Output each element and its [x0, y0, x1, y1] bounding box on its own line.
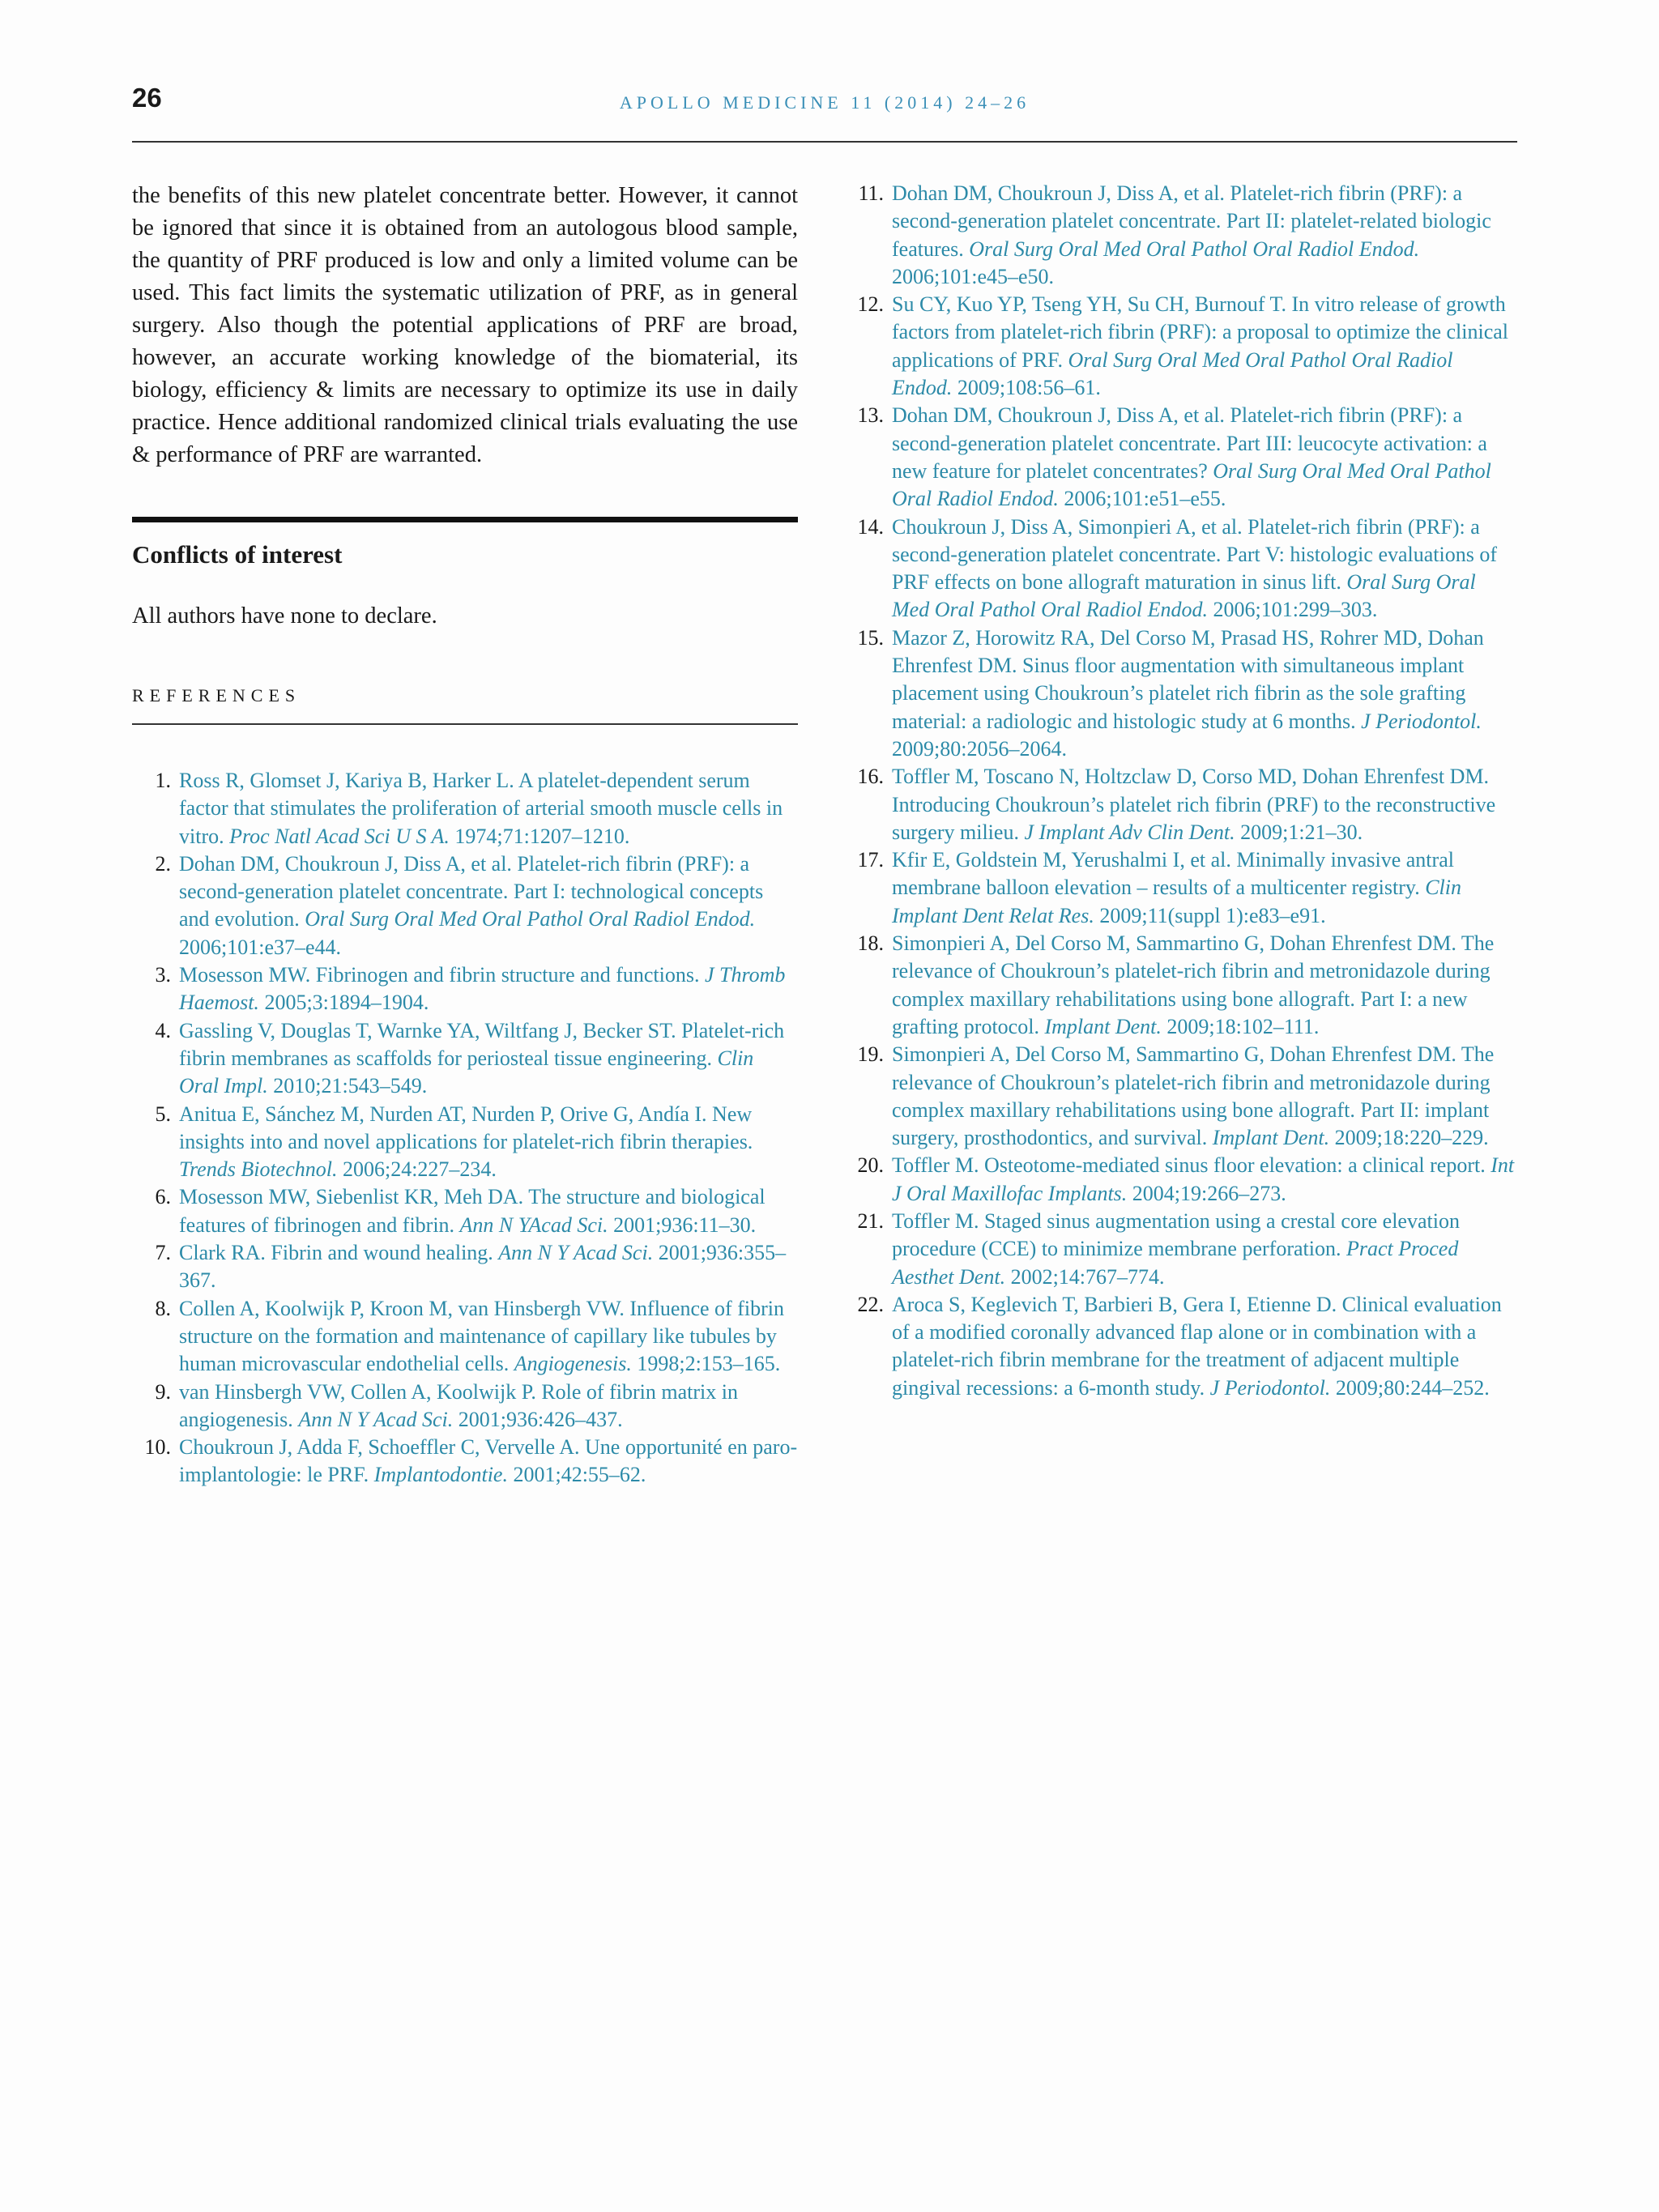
reference-list-left: [132, 767, 798, 1490]
reference-journal: J Thromb Haemost.: [179, 963, 786, 1015]
reference-journal: Clin Implant Dent Relat Res.: [892, 876, 1462, 927]
reference-item: [132, 1239, 798, 1295]
reference-item: [132, 1379, 798, 1434]
reference-link[interactable]: [892, 763, 1517, 846]
reference-journal: Angiogenesis.: [514, 1352, 632, 1376]
reference-link[interactable]: [179, 1183, 798, 1239]
reference-item: [845, 930, 1517, 1041]
reference-citation: 2009;11(suppl 1):e83–e91.: [1094, 903, 1326, 927]
intro-paragraph: the benefits of this new platelet concentrate better. However, it cannot be ignored that since it is obtained from an autologous blood sample, the quantity of PRF produced is low and only a limited volume can be used. This fact limits the systematic utilization of PRF, as in general surgery. Also though the potential applications of PRF are broad, however, an accurate working knowledge of the biomaterial, its biology, efficiency & limits are necessary to optimize its use in daily practice. Hence additional randomized clinical trials evaluating the use & performance of PRF are warranted.: [132, 183, 798, 467]
reference-body: Kfir E, Goldstein M, Yerushalmi I, et al. Minimally invasive antral membrane balloon elevation – results of a multicenter registry.: [892, 848, 1454, 900]
reference-citation: 2010;21:543–549.: [267, 1074, 428, 1098]
section-divider: [132, 517, 798, 522]
reference-number: 7.: [155, 1241, 171, 1265]
reference-link[interactable]: [892, 402, 1517, 513]
reference-number: 12.: [857, 292, 884, 317]
reference-citation: 2009;1:21–30.: [1235, 820, 1363, 844]
reference-link[interactable]: [179, 850, 798, 961]
reference-body: Mazor Z, Horowitz RA, Del Corso M, Prasad HS, Rohrer MD, Dohan Ehrenfest DM. Sinus floor augmentation with simultaneous implant placement using Choukroun’s platelet rich fibrin as the sole grafting material: a radiologic and histologic study at 6 months.: [892, 625, 1484, 733]
reference-citation: 1974;71:1207–1210.: [449, 824, 630, 848]
reference-journal: Oral Surg Oral Med Oral Pathol Oral Radiol Endod.: [305, 907, 756, 931]
reference-number: 2.: [155, 851, 171, 876]
reference-item: [845, 514, 1517, 624]
reference-citation: 2004;19:266–273.: [1127, 1181, 1286, 1205]
reference-citation: 2002;14:767–774.: [1005, 1264, 1165, 1289]
reference-body: Su CY, Kuo YP, Tseng YH, Su CH, Burnouf T. In vitro release of growth factors from platelet-rich fibrin (PRF): a proposal to optimize the clinical applications of PRF.: [892, 292, 1508, 372]
reference-journal: Pract Proced Aesthet Dent.: [892, 1237, 1459, 1289]
reference-journal: Ann N YAcad Sci.: [459, 1213, 608, 1237]
reference-number: 14.: [857, 514, 884, 539]
reference-journal: Oral Surg Oral Med Oral Pathol Oral Radiol Endod.: [892, 347, 1453, 400]
reference-link[interactable]: [179, 1017, 798, 1101]
right-column: [845, 180, 1517, 1402]
reference-citation: 2009;18:102–111.: [1161, 1014, 1320, 1038]
reference-item: [845, 1208, 1517, 1291]
reference-body: Gassling V, Douglas T, Warnke YA, Wiltfang J, Becker ST. Platelet-rich fibrin membranes as scaffolds for periosteal tissue engineering.: [179, 1018, 785, 1070]
conflicts-heading: Conflicts of interest: [132, 540, 343, 569]
reference-item: [132, 1101, 798, 1184]
reference-number: 15.: [857, 625, 884, 650]
reference-link[interactable]: [892, 1208, 1517, 1291]
reference-item: [132, 1434, 798, 1490]
reference-link[interactable]: [892, 930, 1517, 1041]
reference-item: [845, 291, 1517, 402]
reference-number: 5.: [155, 1102, 171, 1126]
reference-journal: Implant Dent.: [1044, 1014, 1162, 1038]
reference-item: [845, 624, 1517, 763]
reference-journal: Implant Dent.: [1212, 1126, 1330, 1150]
reference-body: Toffler M, Toscano N, Holtzclaw D, Corso MD, Dohan Ehrenfest DM. Introducing Choukroun’s platelet rich fibrin (PRF) to the reconstructive surgery milieu.: [892, 765, 1496, 844]
reference-link[interactable]: [892, 514, 1517, 624]
reference-item: [845, 180, 1517, 291]
reference-item: [132, 961, 798, 1017]
reference-number: 18.: [857, 931, 884, 956]
reference-number: 13.: [857, 403, 884, 428]
reference-journal: Ann N Y Acad Sci.: [498, 1241, 654, 1265]
reference-citation: 2006;101:e45–e50.: [892, 264, 1055, 288]
reference-citation: 2001;936:355–367.: [179, 1241, 787, 1293]
reference-link[interactable]: [179, 767, 798, 850]
reference-item: [132, 767, 798, 850]
page-header: [132, 81, 1517, 146]
reference-number: 19.: [857, 1042, 884, 1067]
reference-citation: 2009;80:2056–2064.: [892, 736, 1067, 761]
reference-body: Dohan DM, Choukroun J, Diss A, et al. Platelet-rich fibrin (PRF): a second-generation platelet concentrate. Part I: technological concepts and evolution.: [179, 851, 764, 931]
reference-link[interactable]: [179, 1379, 798, 1434]
reference-citation: 1998;2:153–165.: [631, 1352, 781, 1376]
conflicts-text: All authors have none to declare.: [132, 603, 437, 629]
reference-citation: 2006;101:e37–e44.: [179, 935, 342, 959]
reference-link[interactable]: [892, 291, 1517, 402]
reference-citation: 2006;101:e51–e55.: [1058, 487, 1226, 511]
reference-item: [132, 1017, 798, 1101]
reference-number: 22.: [857, 1292, 884, 1316]
reference-item: [845, 1041, 1517, 1152]
reference-body: Mosesson MW, Siebenlist KR, Meh DA. The structure and biological features of fibrinogen and fibrin.: [179, 1185, 766, 1237]
reference-journal: Oral Surg Oral Med Oral Pathol Oral Radiol Endod.: [969, 237, 1420, 261]
reference-body: Dohan DM, Choukroun J, Diss A, et al. Platelet-rich fibrin (PRF): a second-generation platelet concentrate. Part III: leucocyte activation: a new feature for platelet concentrates?: [892, 403, 1487, 483]
header-divider: [132, 141, 1517, 143]
reference-list-right: [845, 180, 1517, 1402]
reference-item: [132, 1183, 798, 1239]
page-number: 26: [132, 83, 162, 113]
reference-journal: Int J Oral Maxillofac Implants.: [892, 1153, 1515, 1205]
reference-number: 11.: [858, 181, 884, 205]
reference-journal: Trends Biotechnol.: [179, 1157, 338, 1182]
reference-link[interactable]: [892, 846, 1517, 930]
reference-item: [845, 1291, 1517, 1402]
reference-body: Simonpieri A, Del Corso M, Sammartino G, Dohan Ehrenfest DM. The relevance of Choukroun’s platelet-rich fibrin and metronidazole during complex maxillary rehabilitations using bone allograft. Part II: implant surgery, prosthodontics, and survival.: [892, 1042, 1495, 1150]
reference-number: 9.: [155, 1379, 171, 1404]
reference-number: 20.: [857, 1153, 884, 1178]
reference-number: 10.: [144, 1435, 171, 1460]
reference-number: 21.: [857, 1208, 884, 1233]
reference-body: Mosesson MW. Fibrinogen and fibrin structure and functions.: [179, 963, 705, 987]
reference-number: 8.: [155, 1296, 171, 1320]
journal-running-head: APOLLO MEDICINE 11 (2014) 24–26: [619, 92, 1030, 113]
reference-citation: 2001;936:11–30.: [608, 1213, 757, 1237]
references-divider: [132, 723, 798, 725]
reference-number: 3.: [155, 963, 171, 987]
reference-citation: 2009;80:244–252.: [1330, 1375, 1490, 1400]
reference-link[interactable]: [179, 1239, 798, 1295]
reference-number: 16.: [857, 765, 884, 789]
reference-journal: J Periodontol.: [1361, 709, 1482, 733]
reference-body: Simonpieri A, Del Corso M, Sammartino G, Dohan Ehrenfest DM. The relevance of Choukroun’s platelet-rich fibrin and metronidazole during complex maxillary rehabilitations using bone allograft. Part I: a new grafting protocol.: [892, 931, 1495, 1038]
reference-citation: 2006;24:227–234.: [337, 1157, 497, 1182]
reference-citation: 2001;42:55–62.: [507, 1463, 646, 1487]
reference-item: [132, 850, 798, 961]
reference-item: [132, 1295, 798, 1379]
reference-number: 17.: [857, 848, 884, 872]
reference-body: Collen A, Koolwijk P, Kroon M, van Hinsbergh VW. Influence of fibrin structure on the formation and maintenance of capillary like tubules by human microvascular endothelial cells.: [179, 1296, 784, 1376]
reference-number: 1.: [155, 769, 171, 792]
reference-citation: 2005;3:1894–1904.: [258, 991, 429, 1015]
reference-link[interactable]: [892, 180, 1517, 291]
reference-journal: Oral Surg Oral Med Oral Pathol Oral Radiol Endod.: [892, 458, 1491, 511]
left-column: [132, 180, 798, 1490]
reference-number: 4.: [155, 1018, 171, 1042]
reference-body: van Hinsbergh VW, Collen A, Koolwijk P. Role of fibrin matrix in angiogenesis.: [179, 1379, 738, 1431]
reference-journal: Proc Natl Acad Sci U S A.: [229, 824, 450, 848]
reference-body: Ross R, Glomset J, Kariya B, Harker L. A platelet-dependent serum factor that stimulates the proliferation of arterial smooth muscle cells in vitro.: [179, 769, 783, 848]
reference-journal: Oral Surg Oral Med Oral Pathol Oral Radiol Endod.: [892, 570, 1476, 622]
reference-number: 6.: [155, 1185, 171, 1209]
reference-body: Aroca S, Keglevich T, Barbieri B, Gera I, Etienne D. Clinical evaluation of a modified coronally advanced flap alone or in combination with a platelet-rich fibrin membrane for the treatment of adjacent multiple gingival recessions: a 6-month study.: [892, 1292, 1502, 1400]
reference-body: Clark RA. Fibrin and wound healing.: [179, 1241, 499, 1265]
reference-item: [845, 846, 1517, 930]
reference-citation: 2009;108:56–61.: [952, 376, 1101, 400]
reference-link[interactable]: [892, 1152, 1517, 1208]
reference-body: Toffler M. Staged sinus augmentation using a crestal core elevation procedure (CCE) to minimize membrane perforation.: [892, 1208, 1460, 1261]
reference-citation: 2001;936:426–437.: [453, 1407, 623, 1431]
reference-item: [845, 763, 1517, 846]
reference-body: Toffler M. Osteotome-mediated sinus floor elevation: a clinical report.: [892, 1153, 1491, 1178]
reference-citation: 2006;101:299–303.: [1207, 598, 1378, 622]
reference-body: Anitua E, Sánchez M, Nurden AT, Nurden P, Orive G, Andía I. New insights into and novel applications for platelet-rich fibrin therapies.: [179, 1102, 753, 1153]
reference-link[interactable]: [179, 1295, 798, 1379]
reference-journal: Clin Oral Impl.: [179, 1046, 754, 1098]
reference-journal: J Implant Adv Clin Dent.: [1024, 820, 1235, 844]
reference-journal: Ann N Y Acad Sci.: [298, 1407, 454, 1431]
reference-link[interactable]: [892, 624, 1517, 763]
reference-body: Choukroun J, Diss A, Simonpieri A, et al. Platelet-rich fibrin (PRF): a second-generation platelet concentrate. Part V: histologic evaluations of PRF effects on bone allograft maturation in sinus lift.: [892, 514, 1498, 595]
reference-link[interactable]: [892, 1041, 1517, 1152]
reference-journal: Implantodontie.: [373, 1463, 508, 1487]
reference-item: [845, 1152, 1517, 1208]
reference-link[interactable]: [179, 961, 798, 1017]
reference-link[interactable]: [179, 1101, 798, 1184]
reference-body: Dohan DM, Choukroun J, Diss A, et al. Platelet-rich fibrin (PRF): a second-generation platelet concentrate. Part II: platelet-related biologic features.: [892, 181, 1491, 261]
reference-item: [845, 402, 1517, 513]
reference-link[interactable]: [892, 1291, 1517, 1402]
references-heading: REFERENCES: [132, 685, 301, 705]
reference-body: Choukroun J, Adda F, Schoeffler C, Vervelle A. Une opportunité en paro-implantologie: le PRF.: [179, 1435, 798, 1487]
reference-journal: J Periodontol.: [1209, 1375, 1331, 1400]
reference-citation: 2009;18:220–229.: [1329, 1126, 1489, 1150]
reference-link[interactable]: [179, 1434, 798, 1490]
